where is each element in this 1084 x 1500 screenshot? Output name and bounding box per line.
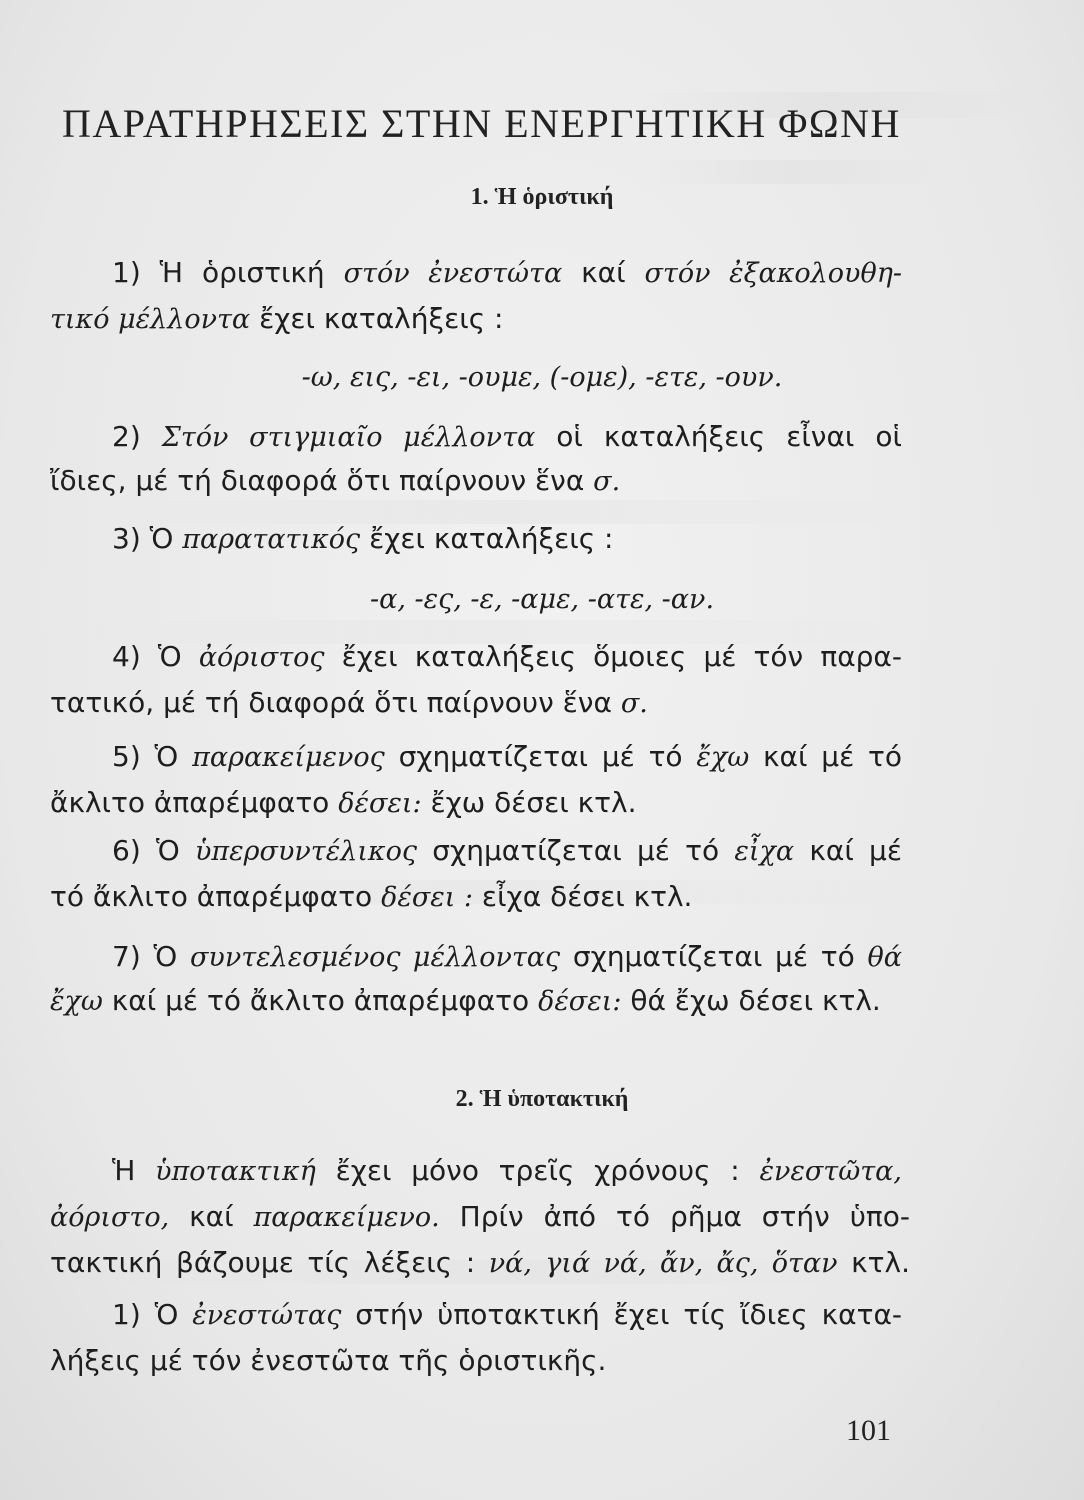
paragraph-4-line-1: 4) Ὁ ἀόριστος ἔχει καταλήξεις ὅμοιες μέ τόν παρα- <box>112 640 902 673</box>
paragraph-2-line-1: 2) Στόν στιγμιαῖο μέλλοντα οἱ καταλήξεις εἶναι οἱ <box>112 420 903 453</box>
paragraph-2-line-2: ἴδιες, μέ τή διαφορά ὅτι παίρνουν ἕνα σ. <box>50 464 621 497</box>
paragraph-1-line-1: 1) Ἡ ὁριστική στόν ἐνεστώτα καί στόν ἐξακολουθη- <box>112 256 902 289</box>
section-heading-indicative: 1. Ἡ ὁριστική <box>470 184 614 210</box>
paragraph-5-line-1: 5) Ὁ παρακείμενος σχηματίζεται μέ τό ἔχω καί μέ τό <box>112 740 902 773</box>
paragraph-7-line-2: ἔχω καί μέ τό ἄκλιτο ἀπαρέμφατο δέσει: θά ἔχω δέσει κτλ. <box>50 984 881 1017</box>
endings-present: -ω, εις, -ει, -ουμε, (-ομε), -ετε, -ουν. <box>301 362 783 393</box>
subjunctive-paragraph-line-2: ἀόριστο, καί παρακείμενο. Πρίν ἀπό τό ρῆμα στήν ὑπο- <box>50 1200 911 1233</box>
page-title: ΠΑΡΑΤΗΡΗΣΕΙΣ ΣΤΗΝ ΕΝΕΡΓΗΤΙΚΗ ΦΩΝΗ <box>62 101 901 146</box>
subjunctive-paragraph-line-3: τακτική βάζουμε τίς λέξεις : νά, γιά νά, ἄν, ἄς, ὅταν κτλ. <box>50 1246 911 1279</box>
subjunctive-present-line-1: 1) Ὁ ἐνεστώτας στήν ὑποτακτική ἔχει τίς ἴδιες κατα- <box>112 1298 902 1331</box>
paragraph-5-line-2: ἄκλιτο ἀπαρέμφατο δέσει: ἔχω δέσει κτλ. <box>50 786 637 819</box>
paragraph-7-line-1: 7) Ὁ συντελεσμένος μέλλοντας σχηματίζεται μέ τό θά <box>112 940 902 973</box>
endings-imperfect: -α, -ες, -ε, -αμε, -ατε, -αν. <box>369 584 715 615</box>
section-heading-subjunctive: 2. Ἡ ὑποτακτική <box>455 1086 629 1112</box>
page-number: 101 <box>846 1414 891 1447</box>
paragraph-4-line-2: τατικό, μέ τή διαφορά ὅτι παίρνουν ἕνα σ. <box>50 686 648 719</box>
subjunctive-paragraph-line-1: Ἡ ὑποτακτική ἔχει μόνο τρεῖς χρόνους : ἐνεστῶτα, <box>112 1154 902 1187</box>
paragraph-6-line-2: τό ἄκλιτο ἀπαρέμφατο δέσει : εἶχα δέσει κτλ. <box>50 880 693 913</box>
paragraph-6-line-1: 6) Ὁ ὑπερσυντέλικος σχηματίζεται μέ τό εἶχα καί μέ <box>112 834 902 867</box>
paragraph-3-line-1: 3) Ὁ παρατατικός ἔχει καταλήξεις : <box>112 522 614 555</box>
paragraph-1-line-2: τικό μέλλοντα ἔχει καταλήξεις : <box>50 302 504 335</box>
subjunctive-present-line-2: λήξεις μέ τόν ἐνεστῶτα τῆς ὁριστικῆς. <box>50 1344 607 1377</box>
